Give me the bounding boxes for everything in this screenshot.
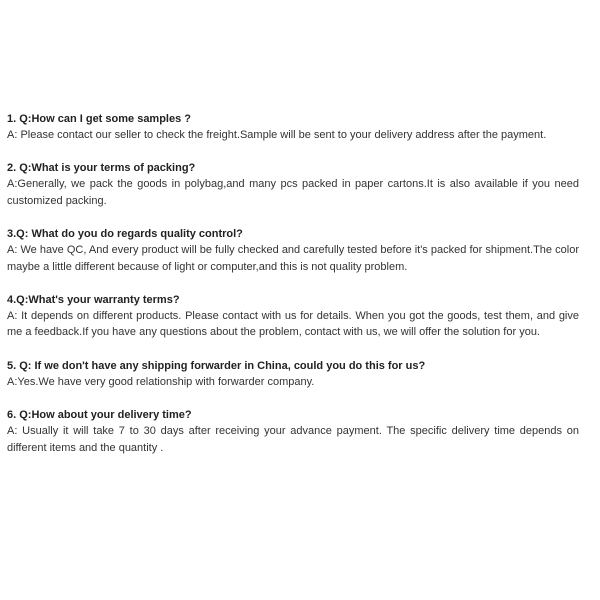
faq-question: 3.Q: What do you do regards quality control?: [7, 228, 243, 241]
faq-question: 6. Q:How about your delivery time?: [7, 409, 192, 422]
faq-question: 5. Q: If we don't have any shipping forwarder in China, could you do this for us?: [7, 359, 426, 372]
faq-answer: A: It depends on different products. Please contact with us for details. When you got the goods, test them, and give me a feedback.If you have any questions about the problem, contact with us, we will offer the solution for you.: [7, 310, 579, 339]
faq-answer: A: Usually it will take 7 to 30 days after receiving your advance payment. The specific delivery time depends on different items and the quantity .: [7, 425, 579, 454]
faq-item-6: [7, 407, 579, 456]
faq-item-2: [7, 160, 579, 209]
faq-question: 4.Q:What's your warranty terms?: [7, 294, 180, 307]
faq-answer: A: We have QC, And every product will be fully checked and carefully tested before it's packed for shipment.The color maybe a little different because of light or computer,and this is not quality problem.: [7, 244, 579, 273]
faq-answer: A:Generally, we pack the goods in polybag,and many pcs packed in paper cartons.It is also available if you need customized packing.: [7, 178, 579, 207]
faq-question: 2. Q:What is your terms of packing?: [7, 162, 196, 175]
faq-item-5: [7, 358, 579, 390]
faq-question: 1. Q:How can I get some samples ?: [7, 113, 191, 125]
faq-answer: A: Please contact our seller to check the freight.Sample will be sent to your delivery address after the payment.: [7, 129, 547, 141]
faq-item-4: [7, 292, 579, 341]
faq-item-1: [7, 111, 579, 143]
faq-item-3: [7, 226, 579, 275]
faq-list: [7, 111, 579, 473]
faq-answer: A:Yes.We have very good relationship with forwarder company.: [7, 375, 315, 388]
